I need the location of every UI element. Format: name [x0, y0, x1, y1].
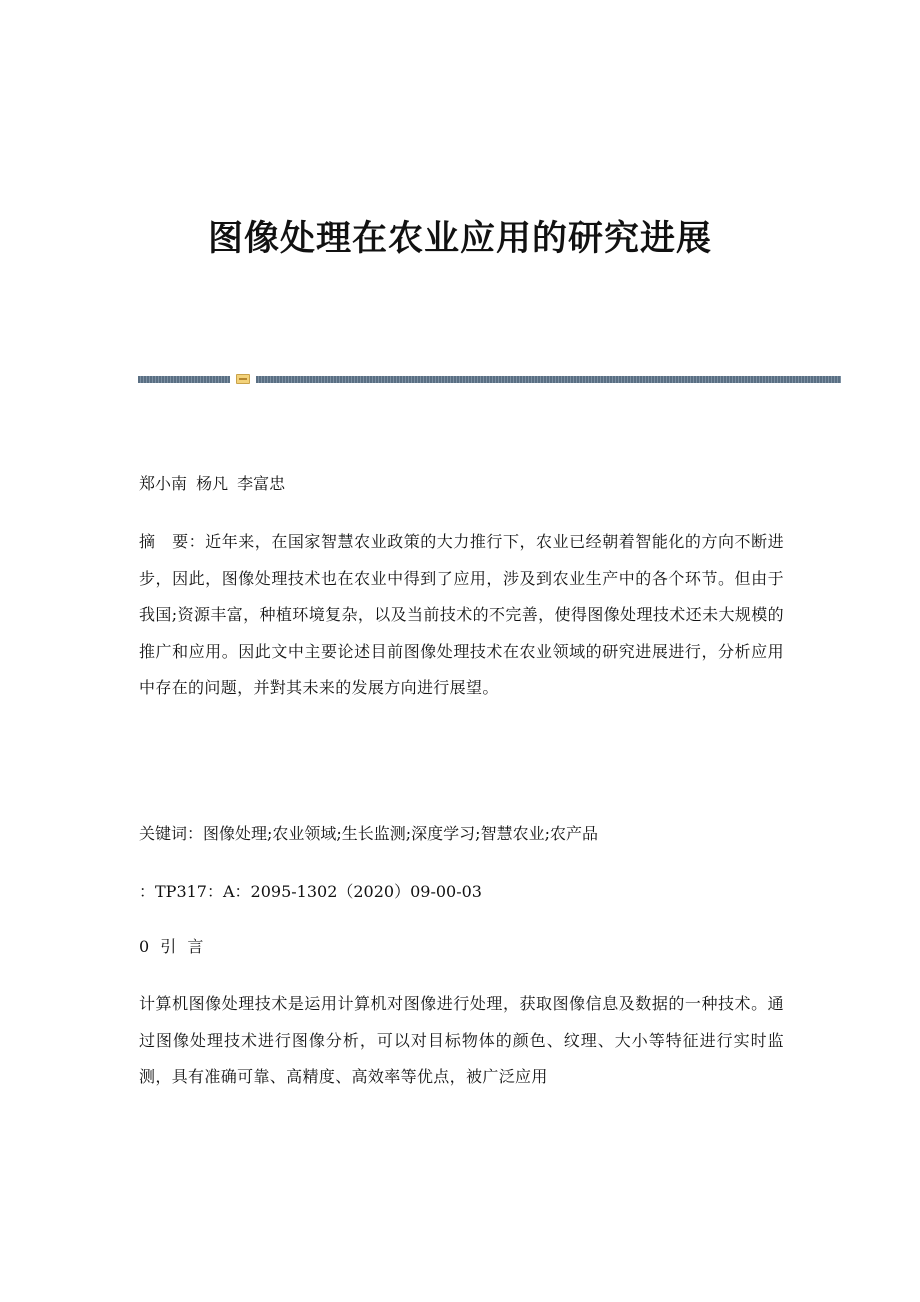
authors-line: 郑小南 杨凡 李富忠	[139, 474, 286, 493]
divider-ornament-icon	[236, 374, 250, 384]
classification-line: ：TP317：A：2095-1302（2020）09-00-03	[139, 882, 482, 901]
section-heading: 0 引 言	[139, 937, 204, 956]
document-title: 图像处理在农业应用的研究进展	[207, 218, 712, 259]
body-paragraph: 计算机图像处理技术是运用计算机对图像进行处理，获取图像信息及数据的一种技术。通过图像处理技术进行图像分析，可以对目标物体的颜色、纹理、大小等特征进行实时监测，具有准确可靠、高精度、高效率等优点，被广泛应用	[139, 994, 784, 1086]
divider-bar-left	[138, 376, 230, 383]
title-divider	[138, 374, 841, 384]
abstract-paragraph: 摘 要：近年来，在国家智慧农业政策的大力推行下，农业已经朝着智能化的方向不断进步，因此，图像处理技术也在农业中得到了应用，涉及到农业生产中的各个环节。但由于我国;资源丰富，种植环境复杂，以及当前技术的不完善，使得图像处理技术还未大规模的推广和应用。因此文中主要论述目前图像处理技术在农业领域的研究进展进行，分析应用中存在的问题，并對其未来的发展方向进行展望。	[139, 532, 784, 697]
divider-bar-right	[256, 376, 841, 383]
keywords-line: 关键词：图像处理;农业领域;生长监测;深度学习;智慧农业;农产品	[139, 824, 598, 843]
